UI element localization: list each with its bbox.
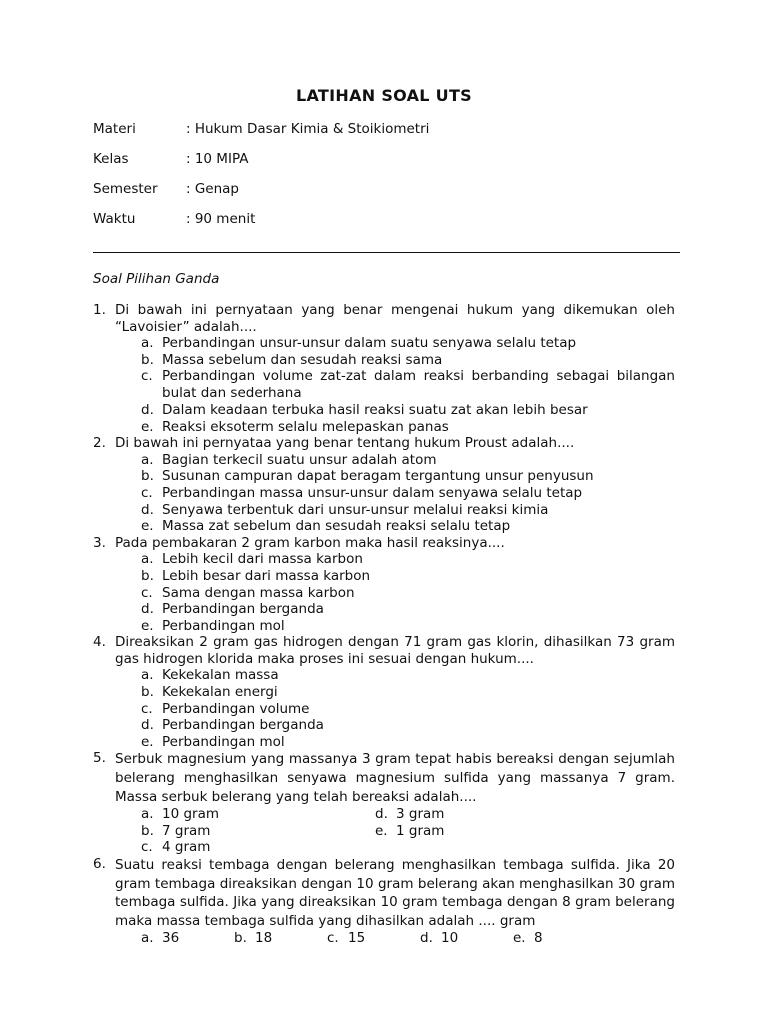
option-text: 15 <box>348 930 366 947</box>
option-letter: d. <box>141 601 154 618</box>
option <box>115 485 675 502</box>
option-letter: a. <box>141 930 154 947</box>
meta-value: : 90 menit <box>186 211 256 227</box>
option-text: Kekekalan massa <box>162 667 279 684</box>
question-text: Suatu reaksi tembaga dengan belerang menghasilkan tembaga sulfida. Jika 20 gram tembaga direaksikan dengan 10 gram belerang akan menghasilkan 30 gram tembaga sulfida. Jika yang direaksikan 10 gram tembaga dengan 8 gram belerang maka massa tembaga sulfida yang dihasilkan adalah .... gram <box>115 857 675 929</box>
question-number: 3. <box>93 534 106 551</box>
horizontal-divider <box>93 252 680 253</box>
question-text: Pada pembakaran 2 gram karbon maka hasil reaksinya.... <box>115 534 505 551</box>
option-text: Lebih besar dari massa karbon <box>162 567 371 584</box>
option <box>141 930 234 947</box>
option-letter: e. <box>141 733 154 750</box>
option-text: Perbandingan mol <box>162 733 285 750</box>
option-letter: d. <box>375 806 388 823</box>
option-letter: e. <box>513 930 526 947</box>
option-text: Perbandingan volume zat-zat dalam reaksi berbanding sebagai bilangan bulat dan sederhana <box>162 368 675 402</box>
question-text: Serbuk magnesium yang massanya 3 gram tepat habis bereaksi dengan sejumlah belerang menghasilkan senyawa magnesium sulfida yang massanya 7 gram. Massa serbuk belerang yang telah bereaksi adalah.... <box>115 751 675 805</box>
question-5 <box>93 750 675 856</box>
option-text: Perbandingan unsur-unsur dalam suatu senyawa selalu tetap <box>162 335 577 352</box>
option-letter: b. <box>141 468 154 485</box>
option-text: Reaksi eksoterm selalu melepaskan panas <box>162 418 449 435</box>
option <box>115 734 675 751</box>
option-letter: a. <box>141 451 154 468</box>
option <box>115 452 675 469</box>
option-letter: e. <box>141 518 154 535</box>
meta-value: : Genap <box>186 181 240 197</box>
option <box>375 806 575 823</box>
option-grid <box>115 806 675 856</box>
option <box>141 806 375 823</box>
option-text: 8 <box>534 930 543 947</box>
question-list <box>93 302 675 947</box>
meta-label: Kelas <box>93 151 129 167</box>
meta-row-kelas <box>93 151 429 181</box>
option <box>115 518 675 535</box>
option-letter: b. <box>141 822 154 839</box>
option-text: 10 <box>441 930 459 947</box>
option-text: Senyawa terbentuk dari unsur-unsur melalui reaksi kimia <box>162 501 549 518</box>
option-letter: c. <box>141 484 153 501</box>
meta-row-waktu <box>93 211 429 241</box>
exam-info <box>93 121 429 241</box>
question-1 <box>93 302 675 435</box>
option-text: 1 gram <box>396 822 445 839</box>
option-text: Massa sebelum dan sesudah reaksi sama <box>162 351 443 368</box>
option-letter: e. <box>141 617 154 634</box>
option-letter: a. <box>141 551 154 568</box>
option-letter: e. <box>375 822 388 839</box>
meta-value: : Hukum Dasar Kimia & Stoikiometri <box>186 121 430 137</box>
question-number: 5. <box>93 750 106 767</box>
meta-label: Semester <box>93 181 158 197</box>
option <box>115 717 675 734</box>
option-letter: d. <box>141 401 154 418</box>
question-number: 2. <box>93 435 106 452</box>
option-letter: c. <box>141 584 153 601</box>
question-text: Di bawah ini pernyataa yang benar tentang hukum Proust adalah.... <box>115 435 575 452</box>
option <box>115 468 675 485</box>
option <box>141 839 375 856</box>
option-row <box>115 930 675 947</box>
option-text: Perbandingan massa unsur-unsur dalam senyawa selalu tetap <box>162 484 583 501</box>
option <box>115 568 675 585</box>
meta-label: Waktu <box>93 211 136 227</box>
option-text: Perbandingan mol <box>162 617 285 634</box>
option-letter: c. <box>327 930 339 947</box>
option-text: Bagian terkecil suatu unsur adalah atom <box>162 451 437 468</box>
option-letter: b. <box>234 930 247 947</box>
option-text: 36 <box>162 930 180 947</box>
section-title: Soal Pilihan Ganda <box>93 271 220 287</box>
question-number: 4. <box>93 634 106 651</box>
option-text: Kekekalan energi <box>162 684 278 701</box>
option-text: 7 gram <box>162 822 211 839</box>
option-letter: c. <box>141 700 153 717</box>
option-text: 3 gram <box>396 806 445 823</box>
option-text: Lebih kecil dari massa karbon <box>162 551 363 568</box>
option <box>115 502 675 519</box>
option-letter: b. <box>141 351 154 368</box>
option <box>115 601 675 618</box>
question-text: Di bawah ini pernyataan yang benar mengenai hukum yang dikemukan oleh “Lavoisier” adalah.... <box>115 302 675 335</box>
option-letter: c. <box>141 839 153 856</box>
option-text: Dalam keadaan terbuka hasil reaksi suatu zat akan lebih besar <box>162 401 588 418</box>
option <box>115 701 675 718</box>
option <box>327 930 420 947</box>
option-letter: a. <box>141 335 154 352</box>
meta-value: : 10 MIPA <box>186 151 249 167</box>
question-6 <box>93 856 675 947</box>
option-text: Perbandingan berganda <box>162 717 324 734</box>
option-text: 4 gram <box>162 839 211 856</box>
option-letter: d. <box>420 930 433 947</box>
option-letter: a. <box>141 806 154 823</box>
option <box>234 930 327 947</box>
option-text: 10 gram <box>162 806 220 823</box>
option-letter: b. <box>141 567 154 584</box>
option-text: Massa zat sebelum dan sesudah reaksi selalu tetap <box>162 518 511 535</box>
question-text: Direaksikan 2 gram gas hidrogen dengan 71 gram gas klorin, dihasilkan 73 gram gas hidrogen klorida maka proses ini sesuai dengan hukum.... <box>115 634 675 667</box>
option <box>115 585 675 602</box>
option-text: Perbandingan volume <box>162 700 310 717</box>
question-2 <box>93 435 675 535</box>
option <box>115 335 675 352</box>
option <box>420 930 513 947</box>
option <box>115 419 675 436</box>
option <box>513 930 606 947</box>
option-letter: b. <box>141 684 154 701</box>
option-text: Sama dengan massa karbon <box>162 584 355 601</box>
option-letter: e. <box>141 418 154 435</box>
question-number: 1. <box>93 302 106 318</box>
option <box>115 667 675 684</box>
option-letter: c. <box>141 368 153 385</box>
option-text: Susunan campuran dapat beragam tergantung unsur penyusun <box>162 468 594 485</box>
meta-label: Materi <box>93 121 136 137</box>
option <box>375 823 575 840</box>
option-letter: d. <box>141 717 154 734</box>
option <box>115 352 675 369</box>
option-letter: d. <box>141 501 154 518</box>
document-title: LATIHAN SOAL UTS <box>295 86 472 105</box>
option <box>141 823 375 840</box>
question-number: 6. <box>93 856 106 872</box>
option <box>115 618 675 635</box>
question-4 <box>93 634 675 750</box>
meta-row-materi <box>93 121 429 151</box>
option-letter: a. <box>141 667 154 684</box>
option <box>115 551 675 568</box>
option <box>115 368 675 402</box>
option <box>115 402 675 419</box>
option-text: Perbandingan berganda <box>162 601 324 618</box>
option <box>115 684 675 701</box>
meta-row-semester <box>93 181 429 211</box>
question-3 <box>93 535 675 635</box>
option-text: 18 <box>255 930 273 947</box>
